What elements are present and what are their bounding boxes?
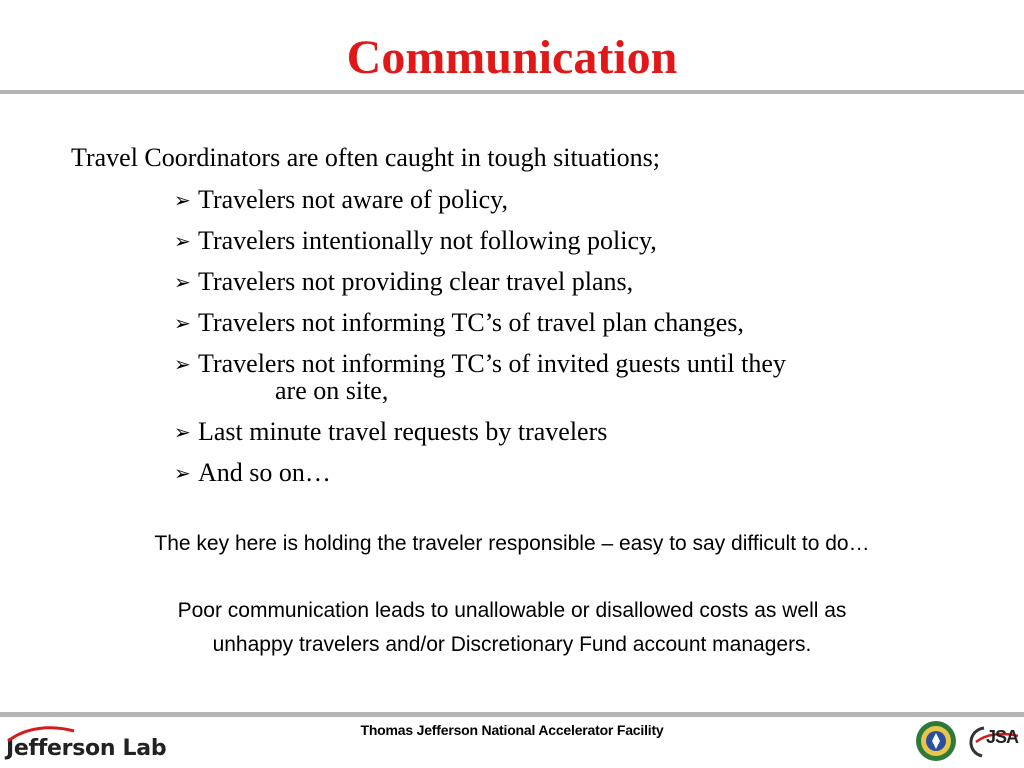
list-item (174, 306, 934, 340)
list-item (174, 183, 934, 217)
poor-communication-note (0, 594, 1024, 662)
poor-communication-line-1: Poor communication leads to unallowable or disallowed costs as well as (177, 599, 847, 622)
list-item (174, 347, 934, 408)
bullet-list (174, 183, 934, 497)
bullet-text-continuation: are on site, (275, 376, 389, 405)
list-item (174, 265, 934, 299)
bullet-text: Travelers not informing TC’s of invited guests until they (198, 349, 786, 378)
bullet-text: Travelers not aware of policy, (198, 185, 508, 214)
arrow-bullet-icon: ➢ (174, 352, 191, 376)
arrow-bullet-icon: ➢ (174, 270, 191, 294)
list-item (174, 415, 934, 449)
arrow-bullet-icon: ➢ (174, 188, 191, 212)
bullet-text: Last minute travel requests by travelers (198, 417, 608, 446)
poor-communication-line-2: unhappy travelers and/or Discretionary Fund account managers. (212, 633, 812, 656)
list-item (174, 224, 934, 258)
arrow-bullet-icon: ➢ (174, 461, 191, 485)
doe-seal-icon (915, 720, 957, 762)
header-divider (0, 90, 1024, 94)
arrow-bullet-icon: ➢ (174, 311, 191, 335)
slide-title: Communication (346, 31, 678, 84)
logo-text: Jefferson Lab (6, 736, 167, 761)
arrow-bullet-icon: ➢ (174, 229, 191, 253)
list-item (174, 456, 934, 490)
arrow-bullet-icon: ➢ (174, 420, 191, 444)
intro-text: Travel Coordinators are often caught in tough situations; (71, 143, 660, 172)
jsa-text: JSA (986, 727, 1019, 747)
bullet-text: And so on… (198, 458, 331, 487)
bullet-text: Travelers not informing TC’s of travel plan changes, (198, 308, 744, 337)
bullet-text: Travelers intentionally not following policy, (198, 226, 657, 255)
facility-name: Thomas Jefferson National Accelerator Facility (360, 722, 664, 738)
bullet-text: Travelers not providing clear travel plans, (198, 267, 634, 296)
key-note: The key here is holding the traveler responsible – easy to say difficult to do… (154, 532, 870, 555)
footer-divider (0, 712, 1024, 717)
